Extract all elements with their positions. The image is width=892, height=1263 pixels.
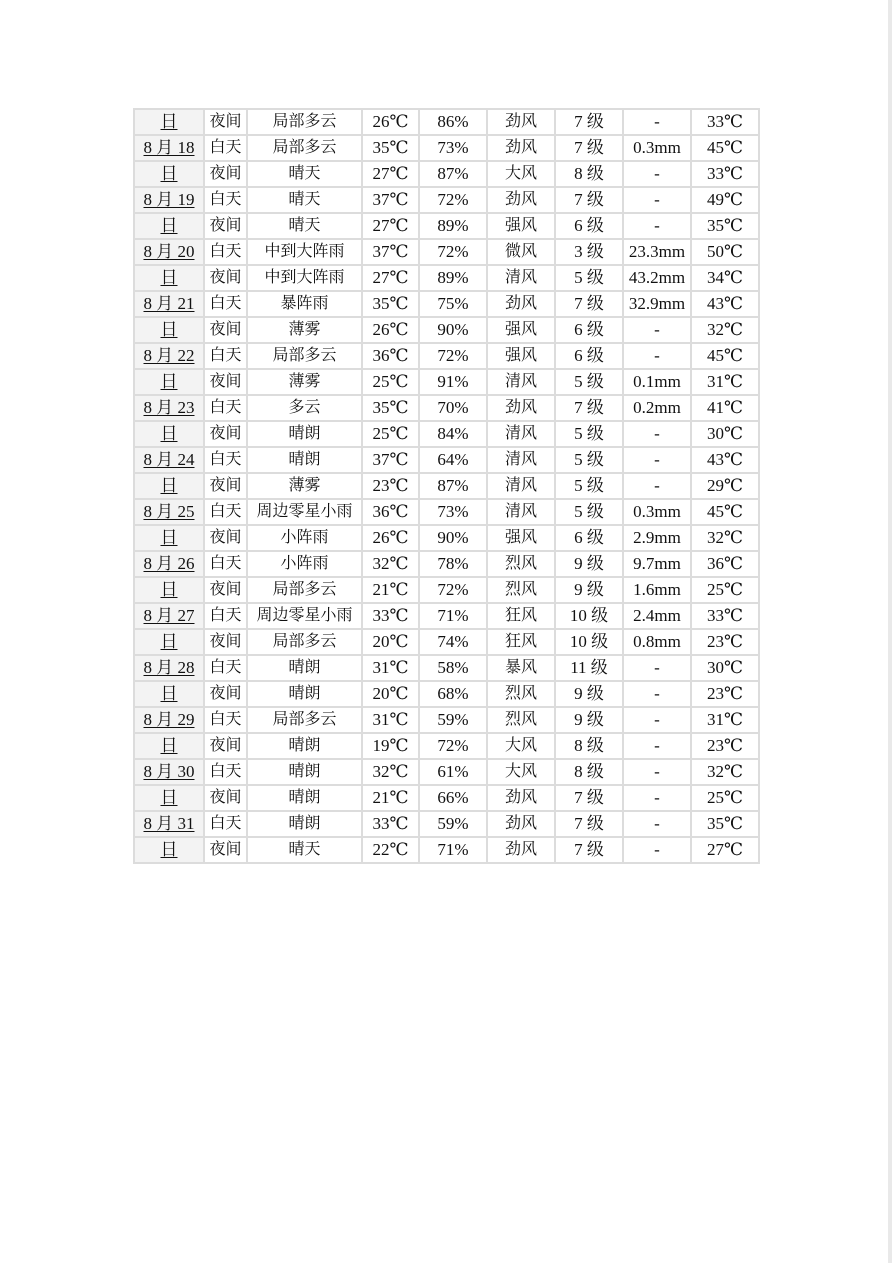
humidity-cell: 71% bbox=[419, 837, 487, 863]
rainfall-cell: 43.2mm bbox=[623, 265, 691, 291]
rainfall-cell: - bbox=[623, 811, 691, 837]
period-cell: 白天 bbox=[204, 291, 247, 317]
rainfall-cell: - bbox=[623, 109, 691, 135]
feels-like-cell: 45℃ bbox=[691, 343, 759, 369]
table-row bbox=[134, 759, 759, 785]
feels-like-cell: 49℃ bbox=[691, 187, 759, 213]
period-cell: 白天 bbox=[204, 551, 247, 577]
wind-level-cell: 7 级 bbox=[555, 291, 623, 317]
condition-cell: 晴天 bbox=[247, 837, 362, 863]
wind-level-cell: 3 级 bbox=[555, 239, 623, 265]
condition-cell: 小阵雨 bbox=[247, 525, 362, 551]
date-cell: 日 bbox=[134, 265, 204, 291]
period-cell: 夜间 bbox=[204, 577, 247, 603]
date-cell: 日 bbox=[134, 369, 204, 395]
temperature-cell: 27℃ bbox=[362, 161, 419, 187]
condition-cell: 薄雾 bbox=[247, 317, 362, 343]
wind-cell: 劲风 bbox=[487, 395, 555, 421]
rainfall-cell: 32.9mm bbox=[623, 291, 691, 317]
humidity-cell: 87% bbox=[419, 161, 487, 187]
humidity-cell: 90% bbox=[419, 525, 487, 551]
table-row bbox=[134, 525, 759, 551]
wind-cell: 烈风 bbox=[487, 707, 555, 733]
date-cell: 8 月 20 bbox=[134, 239, 204, 265]
wind-level-cell: 9 级 bbox=[555, 707, 623, 733]
condition-cell: 晴天 bbox=[247, 187, 362, 213]
humidity-cell: 72% bbox=[419, 733, 487, 759]
date-cell: 8 月 21 bbox=[134, 291, 204, 317]
humidity-cell: 78% bbox=[419, 551, 487, 577]
temperature-cell: 21℃ bbox=[362, 577, 419, 603]
wind-level-cell: 5 级 bbox=[555, 421, 623, 447]
rainfall-cell: - bbox=[623, 343, 691, 369]
wind-cell: 烈风 bbox=[487, 551, 555, 577]
temperature-cell: 37℃ bbox=[362, 187, 419, 213]
table-row bbox=[134, 135, 759, 161]
table-row bbox=[134, 629, 759, 655]
period-cell: 夜间 bbox=[204, 213, 247, 239]
wind-level-cell: 9 级 bbox=[555, 681, 623, 707]
humidity-cell: 75% bbox=[419, 291, 487, 317]
wind-cell: 清风 bbox=[487, 265, 555, 291]
wind-cell: 劲风 bbox=[487, 837, 555, 863]
table-row bbox=[134, 317, 759, 343]
wind-level-cell: 5 级 bbox=[555, 265, 623, 291]
table-row bbox=[134, 837, 759, 863]
condition-cell: 暴阵雨 bbox=[247, 291, 362, 317]
table-row bbox=[134, 213, 759, 239]
humidity-cell: 72% bbox=[419, 239, 487, 265]
humidity-cell: 86% bbox=[419, 109, 487, 135]
temperature-cell: 33℃ bbox=[362, 603, 419, 629]
page-edge bbox=[888, 0, 892, 1263]
humidity-cell: 91% bbox=[419, 369, 487, 395]
feels-like-cell: 34℃ bbox=[691, 265, 759, 291]
rainfall-cell: 23.3mm bbox=[623, 239, 691, 265]
table-row bbox=[134, 447, 759, 473]
wind-cell: 强风 bbox=[487, 343, 555, 369]
wind-cell: 劲风 bbox=[487, 291, 555, 317]
feels-like-cell: 50℃ bbox=[691, 239, 759, 265]
humidity-cell: 89% bbox=[419, 213, 487, 239]
temperature-cell: 25℃ bbox=[362, 369, 419, 395]
wind-level-cell: 7 级 bbox=[555, 135, 623, 161]
wind-cell: 清风 bbox=[487, 447, 555, 473]
feels-like-cell: 29℃ bbox=[691, 473, 759, 499]
temperature-cell: 22℃ bbox=[362, 837, 419, 863]
period-cell: 夜间 bbox=[204, 785, 247, 811]
date-cell: 8 月 18 bbox=[134, 135, 204, 161]
table-row bbox=[134, 343, 759, 369]
period-cell: 白天 bbox=[204, 343, 247, 369]
wind-cell: 劲风 bbox=[487, 785, 555, 811]
temperature-cell: 31℃ bbox=[362, 707, 419, 733]
feels-like-cell: 43℃ bbox=[691, 291, 759, 317]
period-cell: 白天 bbox=[204, 447, 247, 473]
period-cell: 夜间 bbox=[204, 421, 247, 447]
condition-cell: 局部多云 bbox=[247, 707, 362, 733]
humidity-cell: 84% bbox=[419, 421, 487, 447]
condition-cell: 局部多云 bbox=[247, 109, 362, 135]
wind-cell: 劲风 bbox=[487, 109, 555, 135]
humidity-cell: 68% bbox=[419, 681, 487, 707]
humidity-cell: 58% bbox=[419, 655, 487, 681]
temperature-cell: 23℃ bbox=[362, 473, 419, 499]
wind-level-cell: 8 级 bbox=[555, 733, 623, 759]
period-cell: 白天 bbox=[204, 655, 247, 681]
condition-cell: 晴朗 bbox=[247, 447, 362, 473]
wind-cell: 劲风 bbox=[487, 187, 555, 213]
rainfall-cell: 0.8mm bbox=[623, 629, 691, 655]
wind-cell: 大风 bbox=[487, 733, 555, 759]
wind-level-cell: 5 级 bbox=[555, 447, 623, 473]
period-cell: 白天 bbox=[204, 187, 247, 213]
temperature-cell: 32℃ bbox=[362, 759, 419, 785]
date-cell: 8 月 29 bbox=[134, 707, 204, 733]
feels-like-cell: 23℃ bbox=[691, 733, 759, 759]
rainfall-cell: - bbox=[623, 681, 691, 707]
weather-table-body bbox=[134, 109, 759, 863]
wind-cell: 强风 bbox=[487, 317, 555, 343]
condition-cell: 局部多云 bbox=[247, 343, 362, 369]
feels-like-cell: 35℃ bbox=[691, 811, 759, 837]
date-cell: 8 月 27 bbox=[134, 603, 204, 629]
humidity-cell: 87% bbox=[419, 473, 487, 499]
date-cell: 日 bbox=[134, 421, 204, 447]
rainfall-cell: - bbox=[623, 161, 691, 187]
humidity-cell: 71% bbox=[419, 603, 487, 629]
wind-cell: 狂风 bbox=[487, 629, 555, 655]
date-cell: 8 月 26 bbox=[134, 551, 204, 577]
wind-cell: 清风 bbox=[487, 499, 555, 525]
humidity-cell: 73% bbox=[419, 135, 487, 161]
date-cell: 8 月 30 bbox=[134, 759, 204, 785]
wind-cell: 清风 bbox=[487, 421, 555, 447]
table-row bbox=[134, 161, 759, 187]
feels-like-cell: 23℃ bbox=[691, 629, 759, 655]
temperature-cell: 37℃ bbox=[362, 447, 419, 473]
date-cell: 日 bbox=[134, 837, 204, 863]
condition-cell: 多云 bbox=[247, 395, 362, 421]
wind-cell: 清风 bbox=[487, 473, 555, 499]
wind-level-cell: 6 级 bbox=[555, 343, 623, 369]
temperature-cell: 36℃ bbox=[362, 343, 419, 369]
feels-like-cell: 30℃ bbox=[691, 655, 759, 681]
temperature-cell: 26℃ bbox=[362, 525, 419, 551]
wind-cell: 狂风 bbox=[487, 603, 555, 629]
rainfall-cell: - bbox=[623, 785, 691, 811]
feels-like-cell: 33℃ bbox=[691, 603, 759, 629]
table-row bbox=[134, 187, 759, 213]
table-row bbox=[134, 707, 759, 733]
wind-level-cell: 6 级 bbox=[555, 213, 623, 239]
temperature-cell: 27℃ bbox=[362, 265, 419, 291]
wind-cell: 大风 bbox=[487, 759, 555, 785]
table-row bbox=[134, 291, 759, 317]
humidity-cell: 59% bbox=[419, 707, 487, 733]
rainfall-cell: - bbox=[623, 421, 691, 447]
humidity-cell: 89% bbox=[419, 265, 487, 291]
condition-cell: 中到大阵雨 bbox=[247, 265, 362, 291]
wind-level-cell: 7 级 bbox=[555, 837, 623, 863]
rainfall-cell: - bbox=[623, 837, 691, 863]
table-row bbox=[134, 551, 759, 577]
period-cell: 夜间 bbox=[204, 837, 247, 863]
feels-like-cell: 33℃ bbox=[691, 161, 759, 187]
period-cell: 白天 bbox=[204, 603, 247, 629]
rainfall-cell: - bbox=[623, 447, 691, 473]
rainfall-cell: 1.6mm bbox=[623, 577, 691, 603]
wind-level-cell: 10 级 bbox=[555, 603, 623, 629]
wind-level-cell: 5 级 bbox=[555, 369, 623, 395]
period-cell: 夜间 bbox=[204, 473, 247, 499]
condition-cell: 晴朗 bbox=[247, 811, 362, 837]
wind-level-cell: 11 级 bbox=[555, 655, 623, 681]
date-cell: 日 bbox=[134, 161, 204, 187]
rainfall-cell: - bbox=[623, 317, 691, 343]
feels-like-cell: 23℃ bbox=[691, 681, 759, 707]
date-cell: 日 bbox=[134, 733, 204, 759]
period-cell: 夜间 bbox=[204, 369, 247, 395]
feels-like-cell: 32℃ bbox=[691, 525, 759, 551]
feels-like-cell: 32℃ bbox=[691, 759, 759, 785]
period-cell: 白天 bbox=[204, 135, 247, 161]
humidity-cell: 66% bbox=[419, 785, 487, 811]
temperature-cell: 25℃ bbox=[362, 421, 419, 447]
condition-cell: 晴朗 bbox=[247, 681, 362, 707]
humidity-cell: 73% bbox=[419, 499, 487, 525]
feels-like-cell: 45℃ bbox=[691, 135, 759, 161]
wind-cell: 劲风 bbox=[487, 135, 555, 161]
date-cell: 8 月 28 bbox=[134, 655, 204, 681]
temperature-cell: 37℃ bbox=[362, 239, 419, 265]
rainfall-cell: 0.3mm bbox=[623, 135, 691, 161]
table-row bbox=[134, 369, 759, 395]
rainfall-cell: 2.9mm bbox=[623, 525, 691, 551]
condition-cell: 晴朗 bbox=[247, 785, 362, 811]
temperature-cell: 19℃ bbox=[362, 733, 419, 759]
date-cell: 8 月 19 bbox=[134, 187, 204, 213]
wind-level-cell: 6 级 bbox=[555, 525, 623, 551]
wind-level-cell: 5 级 bbox=[555, 499, 623, 525]
humidity-cell: 59% bbox=[419, 811, 487, 837]
date-cell: 日 bbox=[134, 629, 204, 655]
rainfall-cell: 2.4mm bbox=[623, 603, 691, 629]
temperature-cell: 33℃ bbox=[362, 811, 419, 837]
period-cell: 夜间 bbox=[204, 109, 247, 135]
period-cell: 夜间 bbox=[204, 629, 247, 655]
wind-level-cell: 9 级 bbox=[555, 551, 623, 577]
date-cell: 8 月 25 bbox=[134, 499, 204, 525]
period-cell: 夜间 bbox=[204, 265, 247, 291]
date-cell: 日 bbox=[134, 317, 204, 343]
condition-cell: 局部多云 bbox=[247, 135, 362, 161]
wind-cell: 强风 bbox=[487, 525, 555, 551]
period-cell: 夜间 bbox=[204, 681, 247, 707]
condition-cell: 晴朗 bbox=[247, 733, 362, 759]
rainfall-cell: 9.7mm bbox=[623, 551, 691, 577]
table-row bbox=[134, 109, 759, 135]
period-cell: 白天 bbox=[204, 395, 247, 421]
table-row bbox=[134, 577, 759, 603]
temperature-cell: 21℃ bbox=[362, 785, 419, 811]
feels-like-cell: 30℃ bbox=[691, 421, 759, 447]
rainfall-cell: - bbox=[623, 213, 691, 239]
wind-level-cell: 7 级 bbox=[555, 811, 623, 837]
wind-cell: 劲风 bbox=[487, 811, 555, 837]
condition-cell: 薄雾 bbox=[247, 473, 362, 499]
period-cell: 白天 bbox=[204, 499, 247, 525]
feels-like-cell: 35℃ bbox=[691, 213, 759, 239]
wind-level-cell: 10 级 bbox=[555, 629, 623, 655]
wind-cell: 大风 bbox=[487, 161, 555, 187]
date-cell: 日 bbox=[134, 109, 204, 135]
wind-level-cell: 9 级 bbox=[555, 577, 623, 603]
wind-level-cell: 7 级 bbox=[555, 785, 623, 811]
table-row bbox=[134, 265, 759, 291]
temperature-cell: 26℃ bbox=[362, 109, 419, 135]
period-cell: 夜间 bbox=[204, 733, 247, 759]
period-cell: 白天 bbox=[204, 707, 247, 733]
rainfall-cell: - bbox=[623, 759, 691, 785]
temperature-cell: 32℃ bbox=[362, 551, 419, 577]
wind-cell: 暴风 bbox=[487, 655, 555, 681]
feels-like-cell: 25℃ bbox=[691, 577, 759, 603]
period-cell: 白天 bbox=[204, 811, 247, 837]
humidity-cell: 72% bbox=[419, 187, 487, 213]
temperature-cell: 31℃ bbox=[362, 655, 419, 681]
wind-level-cell: 7 级 bbox=[555, 187, 623, 213]
humidity-cell: 70% bbox=[419, 395, 487, 421]
date-cell: 日 bbox=[134, 681, 204, 707]
wind-level-cell: 6 级 bbox=[555, 317, 623, 343]
wind-level-cell: 7 级 bbox=[555, 395, 623, 421]
table-row bbox=[134, 811, 759, 837]
feels-like-cell: 45℃ bbox=[691, 499, 759, 525]
feels-like-cell: 31℃ bbox=[691, 369, 759, 395]
wind-cell: 烈风 bbox=[487, 577, 555, 603]
condition-cell: 小阵雨 bbox=[247, 551, 362, 577]
feels-like-cell: 41℃ bbox=[691, 395, 759, 421]
table-row bbox=[134, 239, 759, 265]
rainfall-cell: - bbox=[623, 655, 691, 681]
wind-level-cell: 8 级 bbox=[555, 161, 623, 187]
date-cell: 日 bbox=[134, 785, 204, 811]
wind-cell: 清风 bbox=[487, 369, 555, 395]
humidity-cell: 61% bbox=[419, 759, 487, 785]
condition-cell: 薄雾 bbox=[247, 369, 362, 395]
feels-like-cell: 25℃ bbox=[691, 785, 759, 811]
rainfall-cell: - bbox=[623, 473, 691, 499]
humidity-cell: 74% bbox=[419, 629, 487, 655]
weather-table bbox=[133, 108, 760, 864]
feels-like-cell: 32℃ bbox=[691, 317, 759, 343]
rainfall-cell: - bbox=[623, 707, 691, 733]
date-cell: 8 月 31 bbox=[134, 811, 204, 837]
table-row bbox=[134, 603, 759, 629]
condition-cell: 晴朗 bbox=[247, 759, 362, 785]
wind-cell: 烈风 bbox=[487, 681, 555, 707]
condition-cell: 晴朗 bbox=[247, 655, 362, 681]
humidity-cell: 64% bbox=[419, 447, 487, 473]
feels-like-cell: 31℃ bbox=[691, 707, 759, 733]
period-cell: 夜间 bbox=[204, 161, 247, 187]
feels-like-cell: 43℃ bbox=[691, 447, 759, 473]
condition-cell: 周边零星小雨 bbox=[247, 603, 362, 629]
wind-level-cell: 7 级 bbox=[555, 109, 623, 135]
humidity-cell: 72% bbox=[419, 577, 487, 603]
table-row bbox=[134, 473, 759, 499]
date-cell: 日 bbox=[134, 577, 204, 603]
table-row bbox=[134, 733, 759, 759]
feels-like-cell: 27℃ bbox=[691, 837, 759, 863]
rainfall-cell: - bbox=[623, 187, 691, 213]
condition-cell: 中到大阵雨 bbox=[247, 239, 362, 265]
date-cell: 日 bbox=[134, 525, 204, 551]
table-row bbox=[134, 421, 759, 447]
date-cell: 8 月 23 bbox=[134, 395, 204, 421]
wind-cell: 强风 bbox=[487, 213, 555, 239]
table-row bbox=[134, 395, 759, 421]
condition-cell: 局部多云 bbox=[247, 629, 362, 655]
wind-level-cell: 5 级 bbox=[555, 473, 623, 499]
condition-cell: 周边零星小雨 bbox=[247, 499, 362, 525]
rainfall-cell: 0.1mm bbox=[623, 369, 691, 395]
condition-cell: 局部多云 bbox=[247, 577, 362, 603]
rainfall-cell: - bbox=[623, 733, 691, 759]
period-cell: 白天 bbox=[204, 759, 247, 785]
condition-cell: 晴天 bbox=[247, 213, 362, 239]
table-row bbox=[134, 681, 759, 707]
table-row bbox=[134, 655, 759, 681]
table-row bbox=[134, 785, 759, 811]
date-cell: 日 bbox=[134, 213, 204, 239]
temperature-cell: 20℃ bbox=[362, 629, 419, 655]
feels-like-cell: 33℃ bbox=[691, 109, 759, 135]
temperature-cell: 20℃ bbox=[362, 681, 419, 707]
date-cell: 日 bbox=[134, 473, 204, 499]
temperature-cell: 35℃ bbox=[362, 135, 419, 161]
table-row bbox=[134, 499, 759, 525]
temperature-cell: 36℃ bbox=[362, 499, 419, 525]
rainfall-cell: 0.3mm bbox=[623, 499, 691, 525]
date-cell: 8 月 22 bbox=[134, 343, 204, 369]
wind-cell: 微风 bbox=[487, 239, 555, 265]
period-cell: 夜间 bbox=[204, 525, 247, 551]
temperature-cell: 35℃ bbox=[362, 291, 419, 317]
rainfall-cell: 0.2mm bbox=[623, 395, 691, 421]
temperature-cell: 35℃ bbox=[362, 395, 419, 421]
humidity-cell: 90% bbox=[419, 317, 487, 343]
temperature-cell: 26℃ bbox=[362, 317, 419, 343]
temperature-cell: 27℃ bbox=[362, 213, 419, 239]
condition-cell: 晴天 bbox=[247, 161, 362, 187]
wind-level-cell: 8 级 bbox=[555, 759, 623, 785]
period-cell: 白天 bbox=[204, 239, 247, 265]
condition-cell: 晴朗 bbox=[247, 421, 362, 447]
date-cell: 8 月 24 bbox=[134, 447, 204, 473]
period-cell: 夜间 bbox=[204, 317, 247, 343]
feels-like-cell: 36℃ bbox=[691, 551, 759, 577]
humidity-cell: 72% bbox=[419, 343, 487, 369]
